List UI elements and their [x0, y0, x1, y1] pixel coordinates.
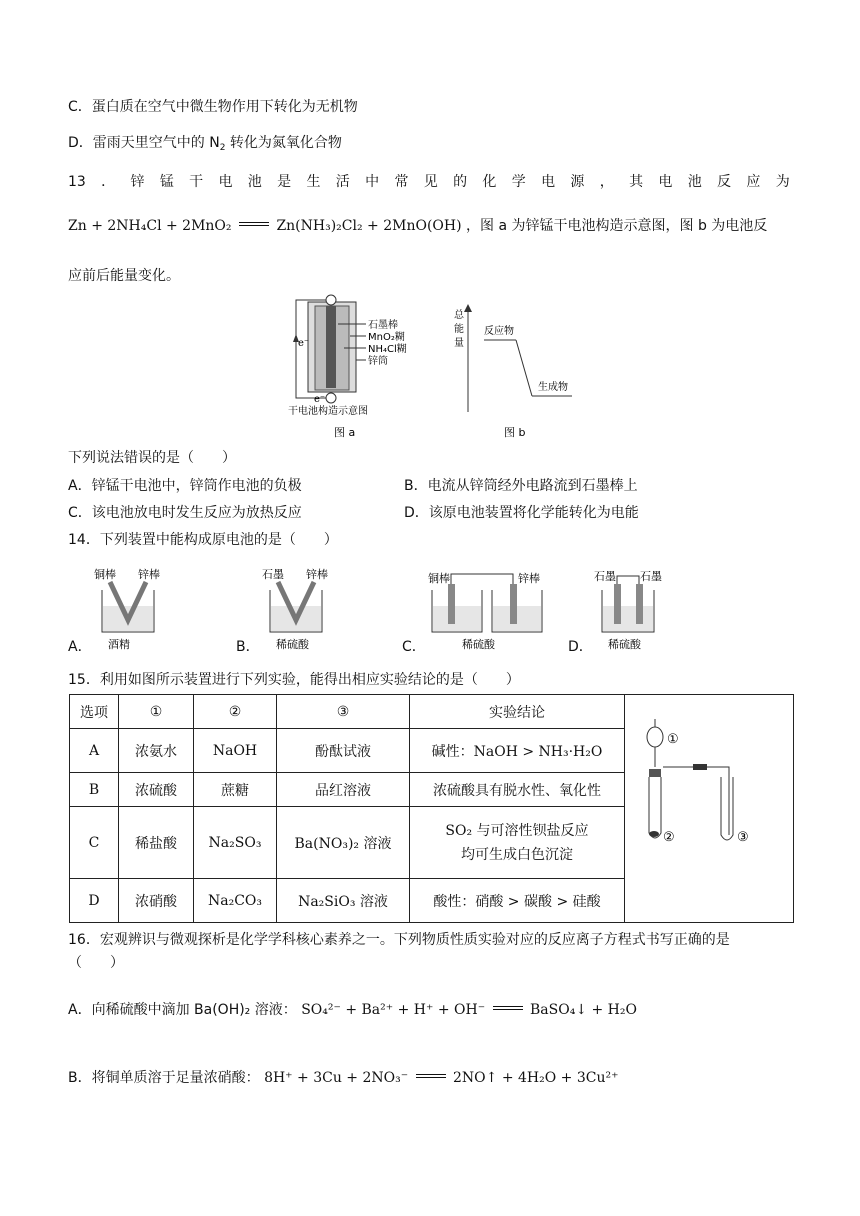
product-label: 生成物 [538, 382, 568, 393]
q13-option-d: D．该原电池装置将化学能转化为电能 [404, 505, 639, 521]
label-marker-2: ② [663, 829, 675, 845]
stem-char: 13 [68, 174, 86, 190]
stem-char: 中 [365, 174, 380, 190]
stem-char: 学 [511, 174, 526, 190]
stem-char: 是 [277, 174, 292, 190]
q12-option-d: D．雷雨天里空气中的 $N_2$ 转化为氮氧化合物 [68, 135, 342, 153]
stem-char: 常 [394, 174, 409, 190]
graphite-rod [326, 306, 336, 388]
q16-option-a: A．向稀硫酸中滴加 Ba(OH)₂ 溶液： SO₄²⁻ + Ba²⁺ + H⁺ + OH⁻ BaSO₄↓ + H₂O [68, 1002, 637, 1018]
electrode-icon [636, 584, 643, 624]
stem-char: 为 [775, 174, 790, 190]
stem-char: ． [101, 174, 116, 190]
wire [617, 576, 639, 584]
solution-fill [433, 606, 481, 631]
wire [451, 574, 513, 584]
equal-sign-icon [239, 222, 269, 226]
y-label-1: 总 [454, 310, 464, 321]
electrode-left-label: 石墨 [262, 568, 284, 581]
q13-stem-line3: 应前后能量变化。 [68, 268, 180, 284]
stem-char: 池 [247, 174, 262, 190]
solid-reagent-icon [649, 831, 659, 837]
electrode-right-label: 锌棒 [518, 572, 540, 585]
separatory-funnel-icon [647, 727, 663, 747]
stem-char: 的 [453, 174, 468, 190]
header-reagent-3: ③ [277, 695, 410, 729]
axis-arrow-icon [464, 304, 472, 312]
test-tube-left-icon [649, 777, 661, 838]
y-label-2: 能 [454, 324, 464, 335]
q13-question: 下列说法错误的是（ ） [68, 450, 236, 466]
electrode-left-label: 铜棒 [428, 572, 450, 585]
q12-option-c: C．蛋白质在空气中微生物作用下转化为无机物 [68, 99, 358, 115]
header-conclusion: 实验结论 [410, 695, 625, 729]
table-row: A 浓氨水 NaOH 酚酞试液 碱性：NaOH > NH₃·H₂O [70, 729, 794, 773]
stem-char: 应 [746, 174, 761, 190]
stopper-icon [649, 769, 661, 777]
table-row: D 浓硝酸 Na₂CO₃ Na₂SiO₃ 溶液 酸性：硝酸 > 碳酸 > 硅酸 [70, 879, 794, 923]
header-option: 选项 [70, 695, 119, 729]
stem-char: 源 [570, 174, 585, 190]
electrode-right-label: 锌棒 [306, 568, 328, 581]
electrode-icon [614, 584, 621, 624]
device-letter: B． [236, 639, 260, 655]
electrode-icon [448, 584, 455, 624]
positive-terminal-icon [326, 295, 336, 305]
q16-stem-line1: 16．宏观辨识与微观探析是化学学科核心素养之一。下列物质性质实验对应的反应离子方程式书写正确的是 [68, 932, 730, 948]
q16-stem-line2: （ ） [68, 955, 124, 971]
negative-terminal-icon [326, 393, 336, 403]
apparatus-cell [625, 695, 794, 923]
q13-stem-line1 [68, 172, 790, 192]
table-header-row [70, 695, 794, 729]
label-mno2: MnO₂糊 [368, 332, 405, 343]
q13-option-a: A．锌锰干电池中，锌筒作电池的负极 [68, 478, 302, 494]
stem-char: ， [599, 174, 614, 190]
tube-connector-icon [693, 764, 707, 770]
label-graphite: 石墨棒 [368, 320, 398, 331]
equal-sign-icon [493, 1006, 523, 1010]
label-marker-1: ① [667, 731, 679, 747]
transition-line [516, 340, 532, 396]
q13-option-c: C．该电池放电时发生反应为放热反应 [68, 505, 302, 521]
stem-char: 电 [218, 174, 233, 190]
device-letter: A． [68, 639, 92, 655]
electrode-icon [510, 584, 517, 624]
q13-option-b: B．电流从锌筒经外电路流到石墨棒上 [404, 478, 638, 494]
header-reagent-2: ② [194, 695, 277, 729]
device-a [94, 566, 194, 656]
stem-char: 化 [482, 174, 497, 190]
label-marker-3: ③ [737, 829, 749, 845]
q15-stem: 15．利用如图所示装置进行下列实验，能得出相应实验结论的是（ ） [68, 672, 520, 688]
electron-label-1: e⁻ [298, 338, 310, 349]
q14-stem: 14．下列装置中能构成原电池的是（ ） [68, 532, 338, 548]
q13-equation-left: Zn + 2NH₄Cl + 2MnO₂ [68, 218, 232, 234]
stem-char: 锌 [130, 174, 145, 190]
stem-char: 干 [189, 174, 204, 190]
label-zinc-can: 锌筒 [368, 356, 388, 367]
stem-char: 反 [717, 174, 732, 190]
solution-label: 酒精 [108, 638, 130, 651]
device-b [262, 566, 362, 656]
stem-char: 其 [629, 174, 644, 190]
device-d [594, 566, 694, 656]
solution-label: 稀硫酸 [276, 638, 309, 651]
delivery-tube [663, 767, 729, 835]
label-nh4cl: NH₄Cl糊 [368, 344, 407, 355]
figure-a-title: 干电池构造示意图 [288, 406, 368, 417]
stem-char: 电 [658, 174, 673, 190]
y-label-3: 量 [454, 338, 464, 349]
stem-char: 生 [306, 174, 321, 190]
electron-label-2: e⁻ [314, 394, 326, 405]
table-row: C 稀盐酸 Na₂SO₃ Ba(NO₃)₂ 溶液 SO₂ 与可溶性钡盐反应 均可生成白色沉淀 [70, 807, 794, 879]
stem-char: 见 [423, 174, 438, 190]
device-c [428, 566, 568, 656]
stem-char: 电 [541, 174, 556, 190]
solution-fill [603, 606, 653, 631]
electrode-right-label: 锌棒 [138, 568, 160, 581]
experiment-table [69, 694, 794, 923]
test-tube-right-icon [721, 777, 733, 840]
device-letter: D． [568, 639, 593, 655]
stem-char: 池 [687, 174, 702, 190]
q16-option-b: B．将铜单质溶于足量浓硝酸： 8H⁺ + 3Cu + 2NO₃⁻ 2NO↑ + 4H₂O + 3Cu²⁺ [68, 1070, 619, 1086]
solution-label: 稀硫酸 [462, 638, 495, 651]
q13-equation-tail: ，图 a 为锌锰干电池构造示意图，图 b 为电池反 [466, 218, 768, 234]
figure-b-caption: 图 b [504, 426, 526, 439]
q13-equation-line [68, 216, 767, 236]
electrode-left-label: 铜棒 [94, 568, 116, 581]
header-reagent-1: ① [119, 695, 194, 729]
device-letter: C． [402, 639, 426, 655]
dry-cell-diagram [286, 294, 426, 440]
apparatus-diagram [629, 697, 789, 917]
electrode-left-label: 石墨 [594, 570, 616, 583]
stem-char: 活 [335, 174, 350, 190]
reactant-label: 反应物 [484, 326, 514, 337]
equal-sign-icon [416, 1074, 446, 1078]
stem-char: 锰 [159, 174, 174, 190]
solution-label: 稀硫酸 [608, 638, 641, 651]
q13-equation-right: Zn(NH₃)₂Cl₂ + 2MnO(OH) [276, 218, 462, 234]
table-row: B 浓硫酸 蔗糖 品红溶液 浓硫酸具有脱水性、氧化性 [70, 773, 794, 807]
figure-a-caption: 图 a [334, 426, 356, 439]
energy-diagram [452, 304, 592, 440]
electrode-right-label: 石墨 [640, 570, 662, 583]
